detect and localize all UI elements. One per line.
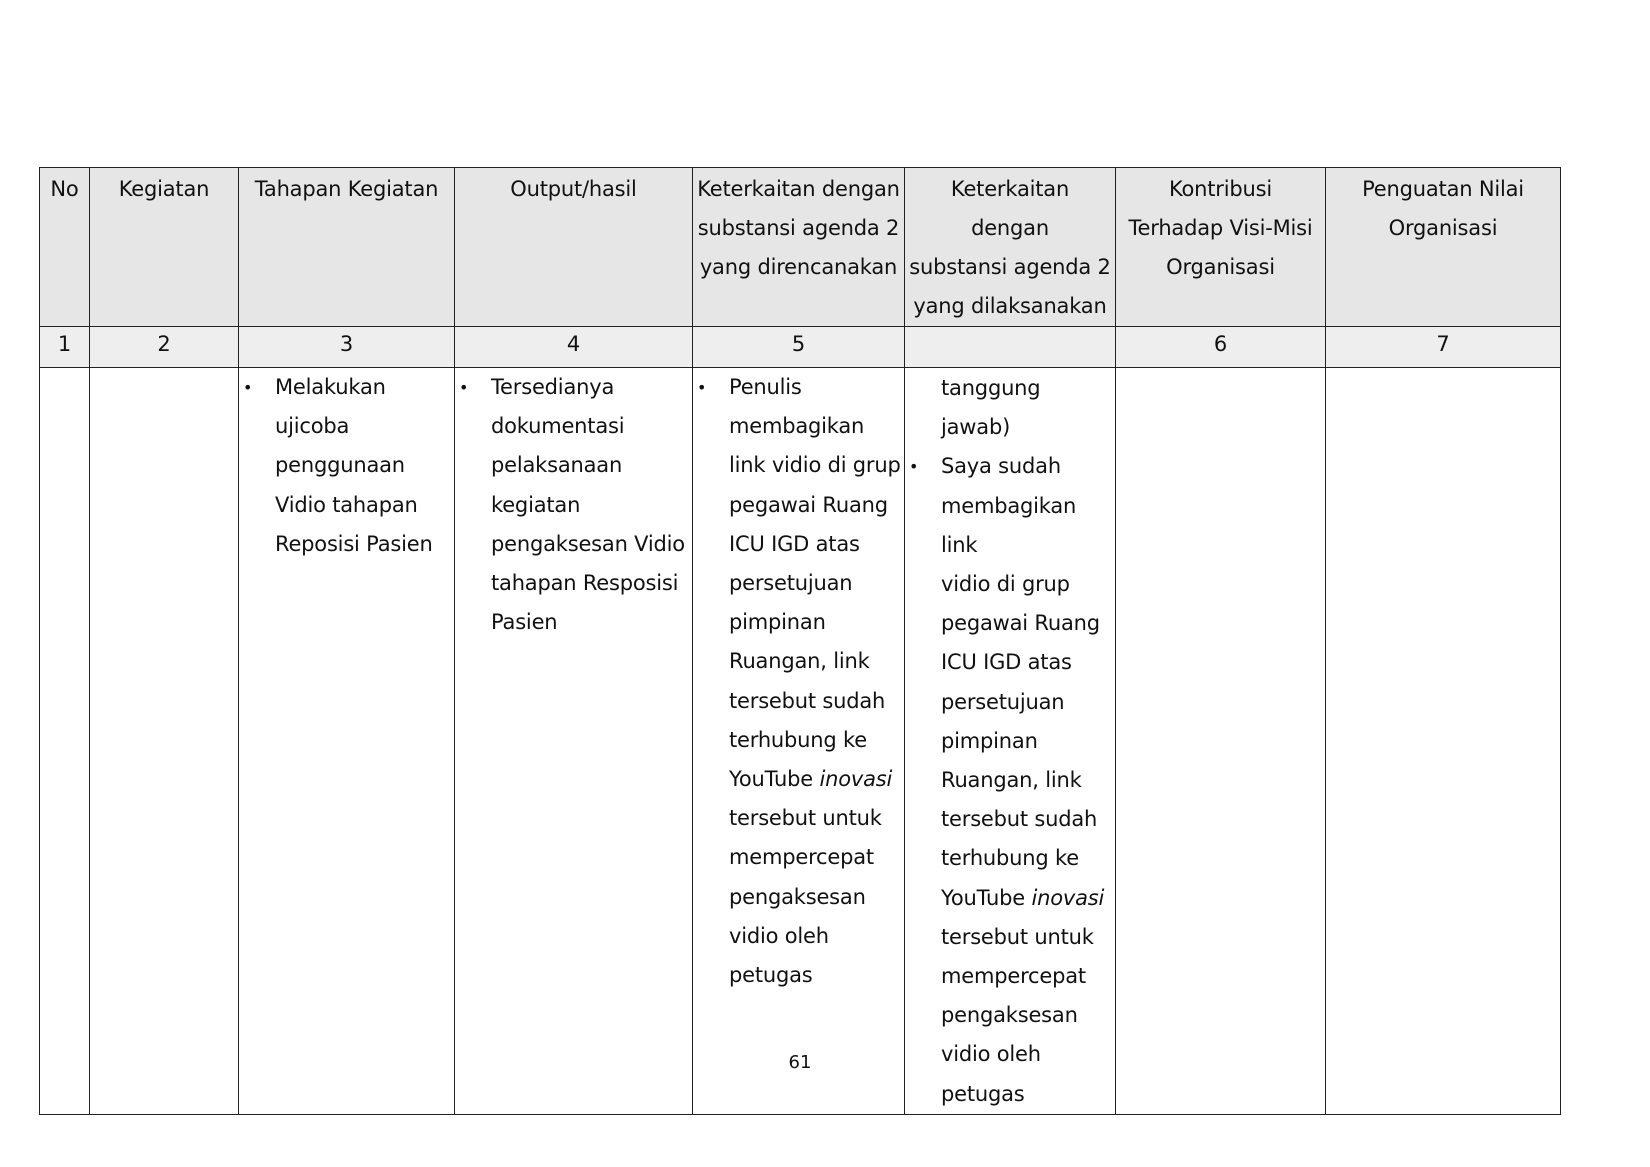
tahapan-list xyxy=(239,368,454,564)
continued-text: tanggung jawab) xyxy=(941,376,1041,440)
dilaksanakan-italic-word: inovasi xyxy=(1031,885,1105,910)
dilaksanakan-text-part2: tersebut untuk mempercepat pengaksesan vidio oleh petugas xyxy=(941,924,1094,1106)
cell-keterkaitan-dilaksanakan xyxy=(905,368,1116,1115)
cell-kontribusi xyxy=(1116,368,1326,1115)
column-number: 4 xyxy=(455,327,693,368)
header-no: No xyxy=(40,168,90,327)
list-item xyxy=(455,368,692,642)
header-output-hasil: Output/hasil xyxy=(455,168,693,327)
cell-output-hasil xyxy=(455,368,693,1115)
column-number: 7 xyxy=(1326,327,1561,368)
header-row xyxy=(40,168,1561,327)
dilaksanakan-text-part1: Saya sudah membagikan link vidio di grup pegawai Ruang ICU IGD atas persetujuan pimpinan Ruangan, link tersebut sudah terhubung ke YouTube xyxy=(941,454,1100,910)
header-keterkaitan-direncanakan: Keterkaitan dengan substansi agenda 2 yang direncanakan xyxy=(693,168,905,327)
list-item xyxy=(239,368,454,564)
direncanakan-text-part1: Penulis membagikan link vidio di grup pegawai Ruang ICU IGD atas persetujuan pimpinan Ruangan, link tersebut sudah terhubung ke YouTube xyxy=(729,375,901,792)
output-list xyxy=(455,368,692,642)
header-keterkaitan-dilaksanakan: Keterkaitan dengan substansi agenda 2 yang dilaksanakan xyxy=(905,168,1116,327)
activity-table xyxy=(39,167,1561,1115)
list-item xyxy=(905,447,1115,1113)
column-number xyxy=(905,327,1116,368)
cell-penguatan-nilai xyxy=(1326,368,1561,1115)
cell-kegiatan xyxy=(90,368,239,1115)
column-number: 5 xyxy=(693,327,905,368)
output-text: Tersedianya dokumentasi pelaksanaan kegiatan pengaksesan Vidio tahapan Resposisi Pasien xyxy=(491,375,685,635)
header-penguatan-nilai: Penguatan Nilai Organisasi xyxy=(1326,168,1561,327)
header-kegiatan: Kegiatan xyxy=(90,168,239,327)
direncanakan-text-part2: tersebut untuk mempercepat pengaksesan vidio oleh petugas xyxy=(729,806,882,988)
bullet-icon: • xyxy=(909,457,919,477)
header-tahapan-kegiatan: Tahapan Kegiatan xyxy=(239,168,455,327)
tahapan-text: Melakukan ujicoba penggunaan Vidio tahapan Reposisi Pasien xyxy=(275,375,433,556)
bullet-icon: • xyxy=(243,378,253,397)
column-number: 2 xyxy=(90,327,239,368)
bullet-icon: • xyxy=(459,378,469,397)
page-number: 61 xyxy=(788,1052,812,1073)
direncanakan-list xyxy=(693,368,904,995)
column-number: 1 xyxy=(40,327,90,368)
direncanakan-italic-word: inovasi xyxy=(819,767,893,792)
header-kontribusi-visi-misi: Kontribusi Terhadap Visi-Misi Organisasi xyxy=(1116,168,1326,327)
bullet-icon: • xyxy=(697,378,707,397)
cell-keterkaitan-direncanakan xyxy=(693,368,905,1115)
cell-tahapan-kegiatan xyxy=(239,368,455,1115)
table-row xyxy=(40,368,1561,1115)
column-number-row xyxy=(40,327,1561,368)
column-number: 3 xyxy=(239,327,455,368)
cell-no xyxy=(40,368,90,1115)
dilaksanakan-list xyxy=(905,447,1115,1113)
list-item xyxy=(693,368,904,995)
column-number: 6 xyxy=(1116,327,1326,368)
